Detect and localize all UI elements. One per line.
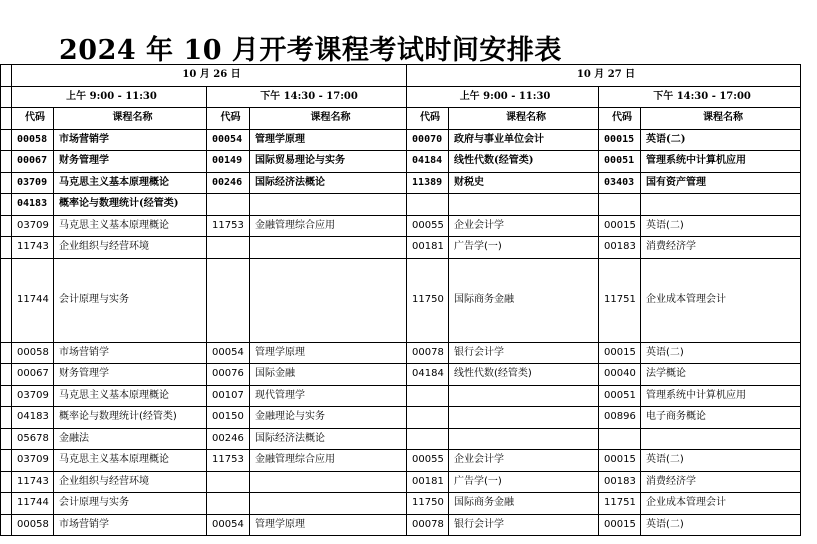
course-name-cell: 金融管理综合应用 bbox=[250, 450, 407, 472]
course-name-cell: 管理系统中计算机应用 bbox=[641, 151, 801, 173]
course-name-cell bbox=[449, 407, 599, 429]
course-name-cell: 国际贸易理论与实务 bbox=[250, 151, 407, 173]
day1-morning-header: 上午 9:00 - 11:30 bbox=[12, 86, 207, 108]
course-code-cell bbox=[207, 258, 250, 342]
row-stub-cell bbox=[1, 194, 12, 216]
course-code-cell: 04184 bbox=[407, 151, 449, 173]
row-stub-cell bbox=[1, 215, 12, 237]
course-code-cell: 00015 bbox=[599, 215, 641, 237]
course-name-cell: 管理学原理 bbox=[250, 514, 407, 536]
course-code-cell: 00040 bbox=[599, 364, 641, 386]
course-code-cell bbox=[407, 428, 449, 450]
course-name-cell: 企业成本管理会计 bbox=[641, 493, 801, 515]
course-code-cell bbox=[207, 194, 250, 216]
course-code-cell: 03403 bbox=[599, 172, 641, 194]
table-row bbox=[1, 129, 801, 151]
table-row bbox=[1, 151, 801, 173]
row-stub-cell bbox=[1, 385, 12, 407]
table-row bbox=[1, 215, 801, 237]
day2-afternoon-header: 下午 14:30 - 17:00 bbox=[599, 86, 801, 108]
course-code-cell bbox=[207, 237, 250, 259]
row-stub-cell bbox=[1, 237, 12, 259]
course-name-cell: 英语(二) bbox=[641, 342, 801, 364]
course-name-cell: 金融管理综合应用 bbox=[250, 215, 407, 237]
course-code-cell bbox=[407, 407, 449, 429]
course-name-cell: 英语(二) bbox=[641, 450, 801, 472]
course-code-cell: 04183 bbox=[12, 194, 54, 216]
course-name-cell: 银行会计学 bbox=[449, 342, 599, 364]
course-name-cell: 银行会计学 bbox=[449, 514, 599, 536]
table-row bbox=[1, 493, 801, 515]
course-code-cell: 11750 bbox=[407, 258, 449, 342]
course-name-cell: 企业成本管理会计 bbox=[641, 258, 801, 342]
course-name-cell: 现代管理学 bbox=[250, 385, 407, 407]
course-code-cell: 00058 bbox=[12, 514, 54, 536]
course-name-cell bbox=[449, 428, 599, 450]
table-row bbox=[1, 364, 801, 386]
page-title: 2024 年 10 月开考课程考试时间安排表 bbox=[59, 35, 562, 66]
course-name-cell: 金融理论与实务 bbox=[250, 407, 407, 429]
row-stub-cell bbox=[1, 471, 12, 493]
row-stub-cell bbox=[1, 428, 12, 450]
course-code-cell: 00183 bbox=[599, 471, 641, 493]
column-header-name: 课程名称 bbox=[54, 108, 207, 130]
table-row bbox=[1, 237, 801, 259]
course-code-cell: 00246 bbox=[207, 172, 250, 194]
day2-date-header: 10 月 27 日 bbox=[407, 65, 801, 87]
course-name-cell bbox=[641, 428, 801, 450]
table-row bbox=[1, 194, 801, 216]
table-row bbox=[1, 407, 801, 429]
row-stub-cell bbox=[1, 258, 12, 342]
course-code-cell: 03709 bbox=[12, 215, 54, 237]
course-code-cell: 00015 bbox=[599, 514, 641, 536]
column-header-code: 代码 bbox=[599, 108, 641, 130]
course-name-cell bbox=[250, 194, 407, 216]
course-name-cell bbox=[250, 471, 407, 493]
row-stub-cell bbox=[1, 514, 12, 536]
course-name-cell: 管理系统中计算机应用 bbox=[641, 385, 801, 407]
course-code-cell: 00183 bbox=[599, 237, 641, 259]
row-stub-cell bbox=[1, 342, 12, 364]
course-code-cell: 11753 bbox=[207, 450, 250, 472]
course-code-cell: 00067 bbox=[12, 151, 54, 173]
course-code-cell: 00181 bbox=[407, 471, 449, 493]
course-code-cell bbox=[207, 471, 250, 493]
course-code-cell: 00058 bbox=[12, 342, 54, 364]
course-name-cell bbox=[250, 493, 407, 515]
course-code-cell bbox=[599, 194, 641, 216]
course-code-cell: 00051 bbox=[599, 151, 641, 173]
course-name-cell: 管理学原理 bbox=[250, 129, 407, 151]
course-code-cell: 04183 bbox=[12, 407, 54, 429]
course-code-cell: 00070 bbox=[407, 129, 449, 151]
course-code-cell: 03709 bbox=[12, 385, 54, 407]
course-code-cell: 03709 bbox=[12, 172, 54, 194]
course-code-cell: 11751 bbox=[599, 493, 641, 515]
course-name-cell: 国有资产管理 bbox=[641, 172, 801, 194]
column-header-code: 代码 bbox=[407, 108, 449, 130]
course-code-cell: 04184 bbox=[407, 364, 449, 386]
course-name-cell: 国际经济法概论 bbox=[250, 172, 407, 194]
column-header-name: 课程名称 bbox=[641, 108, 801, 130]
course-name-cell: 市场营销学 bbox=[54, 514, 207, 536]
course-code-cell bbox=[599, 428, 641, 450]
course-name-cell: 企业组织与经营环境 bbox=[54, 471, 207, 493]
course-name-cell: 国际商务金融 bbox=[449, 493, 599, 515]
course-code-cell: 00054 bbox=[207, 514, 250, 536]
course-name-cell: 市场营销学 bbox=[54, 129, 207, 151]
course-name-cell bbox=[449, 194, 599, 216]
course-code-cell: 00181 bbox=[407, 237, 449, 259]
course-name-cell: 会计原理与实务 bbox=[54, 493, 207, 515]
row-stub-cell bbox=[1, 151, 12, 173]
course-code-cell: 00054 bbox=[207, 129, 250, 151]
exam-schedule-table bbox=[0, 64, 801, 536]
table-row bbox=[1, 450, 801, 472]
course-code-cell: 11753 bbox=[207, 215, 250, 237]
course-name-cell: 消费经济学 bbox=[641, 471, 801, 493]
row-stub-cell bbox=[1, 86, 12, 108]
course-name-cell: 马克思主义基本原理概论 bbox=[54, 172, 207, 194]
column-header-name: 课程名称 bbox=[250, 108, 407, 130]
course-name-cell: 广告学(一) bbox=[449, 237, 599, 259]
course-code-cell: 00078 bbox=[407, 342, 449, 364]
course-code-cell: 05678 bbox=[12, 428, 54, 450]
column-header-name: 课程名称 bbox=[449, 108, 599, 130]
table-row bbox=[1, 172, 801, 194]
course-code-cell: 00055 bbox=[407, 215, 449, 237]
table-row bbox=[1, 471, 801, 493]
course-code-cell: 00058 bbox=[12, 129, 54, 151]
course-name-cell: 财务管理学 bbox=[54, 364, 207, 386]
course-code-cell: 11750 bbox=[407, 493, 449, 515]
course-code-cell: 11744 bbox=[12, 493, 54, 515]
course-code-cell: 00107 bbox=[207, 385, 250, 407]
row-stub-cell bbox=[1, 364, 12, 386]
course-name-cell: 企业会计学 bbox=[449, 450, 599, 472]
course-code-cell: 00015 bbox=[599, 342, 641, 364]
row-stub-cell bbox=[1, 108, 12, 130]
course-name-cell: 金融法 bbox=[54, 428, 207, 450]
course-code-cell: 11743 bbox=[12, 471, 54, 493]
row-stub-cell bbox=[1, 129, 12, 151]
course-name-cell: 企业会计学 bbox=[449, 215, 599, 237]
course-code-cell: 11744 bbox=[12, 258, 54, 342]
course-name-cell bbox=[250, 258, 407, 342]
course-code-cell: 11743 bbox=[12, 237, 54, 259]
course-name-cell: 消费经济学 bbox=[641, 237, 801, 259]
course-name-cell: 企业组织与经营环境 bbox=[54, 237, 207, 259]
course-code-cell: 00149 bbox=[207, 151, 250, 173]
course-code-cell: 00067 bbox=[12, 364, 54, 386]
course-name-cell: 英语(二) bbox=[641, 514, 801, 536]
course-name-cell: 国际金融 bbox=[250, 364, 407, 386]
course-name-cell: 英语(二) bbox=[641, 129, 801, 151]
course-name-cell: 概率论与数理统计(经管类) bbox=[54, 407, 207, 429]
course-code-cell: 00896 bbox=[599, 407, 641, 429]
course-code-cell: 11389 bbox=[407, 172, 449, 194]
row-stub-cell bbox=[1, 450, 12, 472]
row-stub-cell bbox=[1, 65, 12, 87]
row-stub-cell bbox=[1, 493, 12, 515]
course-code-cell bbox=[207, 493, 250, 515]
course-name-cell: 线性代数(经管类) bbox=[449, 364, 599, 386]
table-row bbox=[1, 342, 801, 364]
course-code-cell: 00078 bbox=[407, 514, 449, 536]
course-name-cell: 财税史 bbox=[449, 172, 599, 194]
course-name-cell: 马克思主义基本原理概论 bbox=[54, 215, 207, 237]
course-name-cell: 国际经济法概论 bbox=[250, 428, 407, 450]
column-header-code: 代码 bbox=[207, 108, 250, 130]
course-name-cell: 政府与事业单位会计 bbox=[449, 129, 599, 151]
course-code-cell: 00246 bbox=[207, 428, 250, 450]
course-name-cell: 财务管理学 bbox=[54, 151, 207, 173]
course-name-cell: 国际商务金融 bbox=[449, 258, 599, 342]
course-name-cell: 马克思主义基本原理概论 bbox=[54, 450, 207, 472]
course-name-cell: 管理学原理 bbox=[250, 342, 407, 364]
course-code-cell: 11751 bbox=[599, 258, 641, 342]
course-code-cell bbox=[407, 385, 449, 407]
course-name-cell bbox=[641, 194, 801, 216]
course-name-cell bbox=[449, 385, 599, 407]
course-code-cell: 00055 bbox=[407, 450, 449, 472]
course-name-cell: 电子商务概论 bbox=[641, 407, 801, 429]
course-name-cell: 法学概论 bbox=[641, 364, 801, 386]
course-code-cell: 00015 bbox=[599, 450, 641, 472]
table-row bbox=[1, 258, 801, 342]
course-name-cell bbox=[250, 237, 407, 259]
course-name-cell: 市场营销学 bbox=[54, 342, 207, 364]
row-stub-cell bbox=[1, 172, 12, 194]
day1-afternoon-header: 下午 14:30 - 17:00 bbox=[207, 86, 407, 108]
course-name-cell: 会计原理与实务 bbox=[54, 258, 207, 342]
course-code-cell bbox=[407, 194, 449, 216]
course-name-cell: 马克思主义基本原理概论 bbox=[54, 385, 207, 407]
table-row bbox=[1, 385, 801, 407]
table-row bbox=[1, 514, 801, 536]
course-name-cell: 广告学(一) bbox=[449, 471, 599, 493]
course-name-cell: 概率论与数理统计(经管类) bbox=[54, 194, 207, 216]
column-header-code: 代码 bbox=[12, 108, 54, 130]
course-name-cell: 线性代数(经管类) bbox=[449, 151, 599, 173]
row-stub-cell bbox=[1, 407, 12, 429]
course-code-cell: 00054 bbox=[207, 342, 250, 364]
course-code-cell: 00150 bbox=[207, 407, 250, 429]
course-code-cell: 00015 bbox=[599, 129, 641, 151]
day2-morning-header: 上午 9:00 - 11:30 bbox=[407, 86, 599, 108]
course-code-cell: 00051 bbox=[599, 385, 641, 407]
course-name-cell: 英语(二) bbox=[641, 215, 801, 237]
course-code-cell: 00076 bbox=[207, 364, 250, 386]
table-row bbox=[1, 428, 801, 450]
day1-date-header: 10 月 26 日 bbox=[12, 65, 407, 87]
course-code-cell: 03709 bbox=[12, 450, 54, 472]
